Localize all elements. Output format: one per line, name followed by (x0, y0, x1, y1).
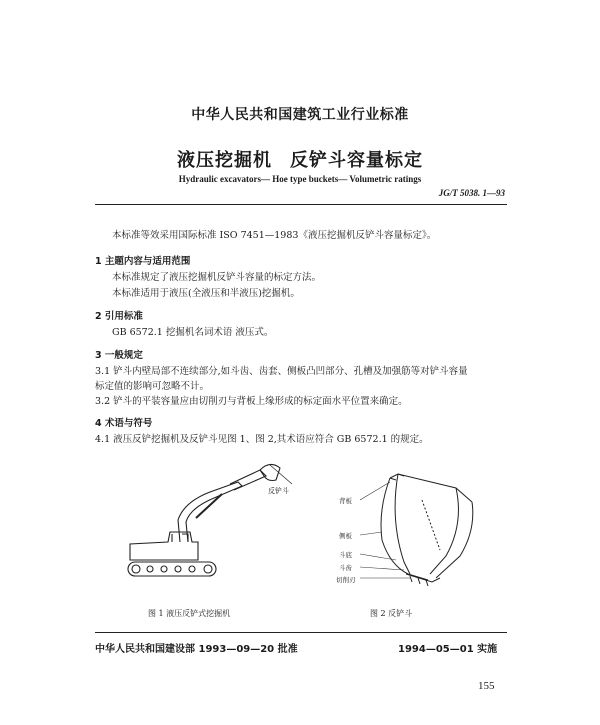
fig2-label-teeth: 斗齿 (339, 564, 352, 572)
excavator-figure (120, 462, 310, 592)
section-4-heading: 4 术语与符号 (95, 418, 153, 429)
footer-rule (95, 632, 507, 633)
section-2-reference: GB 6572.1 挖掘机名词术语 液压式。 (112, 327, 274, 338)
section-1-line-1: 本标准规定了液压挖掘机反铲斗容量的标定方法。 (112, 272, 322, 283)
clause-3-1-line-2: 标定值的影响可忽略不计。 (95, 381, 210, 392)
hoe-bucket-figure (360, 470, 480, 588)
effective-date: 1994—05—01 实施 (398, 644, 498, 655)
standard-number: JG/T 5038. 1—93 (438, 188, 505, 198)
excavator-track (128, 562, 216, 576)
fig2-label-side-plate: 侧板 (339, 532, 352, 540)
issuing-standard-heading: 中华人民共和国建筑工业行业标准 (191, 107, 409, 123)
english-title: Hydraulic excavators— Hoe type buckets— Volumetric ratings (178, 174, 422, 184)
approval-line: 中华人民共和国建设部 1993—09—20 批准 (95, 644, 298, 655)
section-3-heading: 3 一般规定 (95, 350, 143, 361)
clause-3-1-line-1: 3.1 铲斗内壁局部不连续部分,如斗齿、齿套、侧板凸凹部分、孔槽及加强筋等对铲斗容量 (95, 366, 468, 377)
clause-4-1: 4.1 液压反铲挖掘机及反铲斗见图 1、图 2,其术语应符合 GB 6572.1 的规定。 (95, 434, 429, 445)
title-part-1: 液压挖掘机 (177, 150, 272, 171)
page-number: 155 (478, 680, 495, 692)
document-title (0, 146, 600, 172)
fig2-label-cutting-edge: 切削刃 (336, 576, 356, 584)
intro-paragraph: 本标准等效采用国际标准 ISO 7451—1983《液压挖掘机反铲斗容量标定》。 (112, 230, 437, 241)
bucket-side-plate (381, 478, 428, 580)
figure-1-caption: 图 1 液压反铲式挖掘机 (148, 609, 231, 618)
fig1-callout-bucket: 反铲斗 (268, 487, 289, 495)
excavator-arm (230, 470, 266, 490)
section-2-heading: 2 引用标准 (95, 311, 143, 322)
fig2-label-back-plate: 背板 (339, 497, 352, 505)
fig2-label-bucket-bottom: 斗底 (339, 551, 352, 559)
header-rule (95, 204, 507, 205)
section-1-heading: 1 主题内容与适用范围 (95, 256, 191, 267)
clause-3-2: 3.2 铲斗的平装容量应由切削刃与背板上缘形成的标定面水平位置来确定。 (95, 396, 408, 407)
title-part-2: 反铲斗容量标定 (290, 150, 423, 171)
excavator-boom (178, 482, 242, 542)
bucket-back-plate (390, 474, 472, 502)
section-1-line-2: 本标准适用于液压(全液压和半液压)挖掘机。 (112, 288, 300, 299)
figure-2-caption: 图 2 反铲斗 (370, 609, 413, 618)
